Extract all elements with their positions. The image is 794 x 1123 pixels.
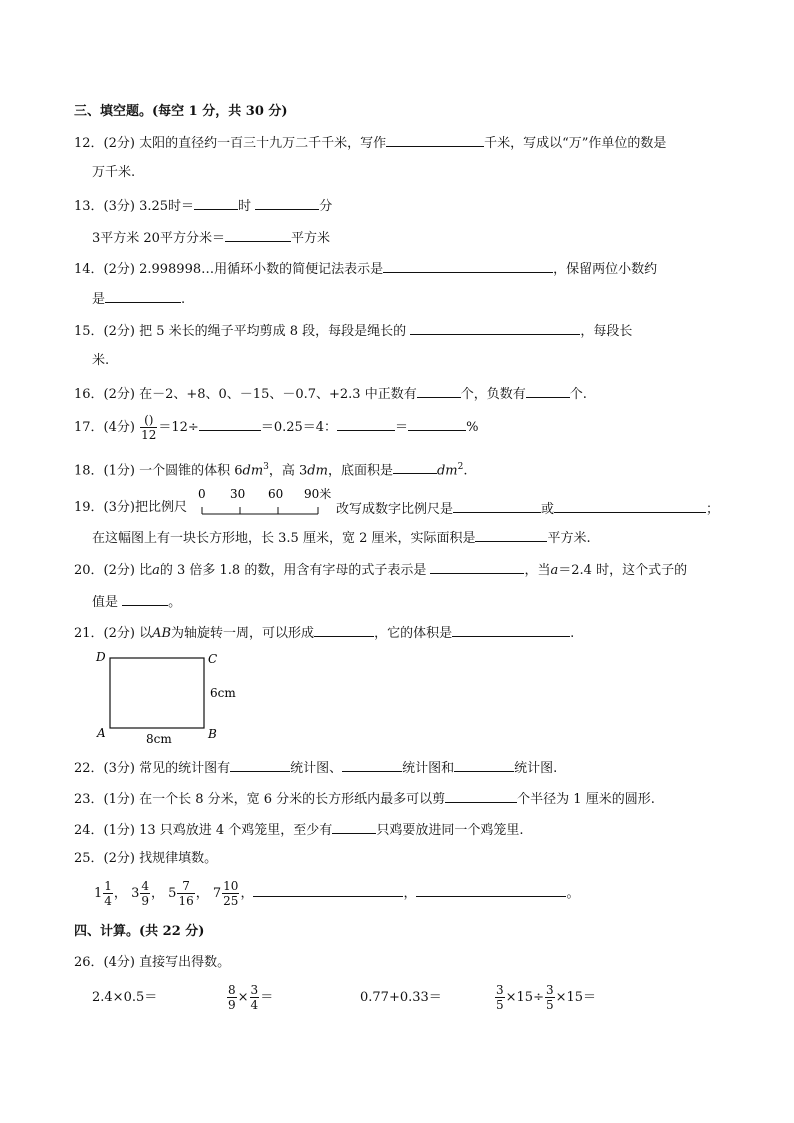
scale-label-30: 30 bbox=[230, 487, 246, 501]
q13-text-d: 3平方米 20平方分米＝ bbox=[92, 231, 225, 246]
vertex-c: C bbox=[208, 652, 218, 666]
q26-e4-den-1: 5 bbox=[496, 998, 504, 1012]
q14-text-c: 是 bbox=[92, 292, 106, 307]
q25-term-1-den: 4 bbox=[104, 894, 112, 908]
vertex-a: A bbox=[97, 726, 106, 740]
q16-blank-2[interactable] bbox=[526, 385, 570, 398]
q17-text-b: ＝12÷ bbox=[158, 420, 199, 435]
question-15-line-2 bbox=[92, 353, 109, 369]
q19-blank-2[interactable] bbox=[554, 500, 706, 513]
rectangle-figure bbox=[92, 646, 252, 750]
q14-text-a: 14．(2分) 2.998998…用循环小数的简便记法表示是 bbox=[74, 262, 384, 277]
q19-text-f: 平方米. bbox=[547, 531, 591, 546]
q18-unit-1: dm bbox=[242, 463, 264, 479]
q26-expr-1: 2.4×0.5＝ bbox=[92, 990, 158, 1005]
q17-numerator[interactable]: () bbox=[140, 413, 157, 428]
question-20-line-2 bbox=[92, 593, 181, 611]
q18-text-c: ，底面积是 bbox=[327, 463, 393, 479]
q15-text-a: 15．(2分) 把 5 米长的绳子平均剪成 8 段，每段是绳长的 bbox=[74, 324, 407, 339]
q20-var: a bbox=[152, 563, 160, 578]
q26-e2-eq: ＝ bbox=[260, 990, 274, 1005]
q15-text-c: 米. bbox=[92, 353, 110, 368]
q21-text-d: . bbox=[570, 626, 575, 641]
q17-denominator: 12 bbox=[141, 428, 157, 442]
q18-unit-2: dm bbox=[307, 463, 328, 479]
question-20-line-1 bbox=[74, 561, 687, 579]
q25-sep: ， bbox=[240, 886, 254, 901]
q21-text-c: ，它的体积是 bbox=[374, 626, 453, 641]
q19-text-a: 19．(3分)把比例尺 bbox=[74, 500, 187, 515]
q19-text-b: 改写成数字比例尺是 bbox=[336, 502, 454, 517]
q26-e2-num-2: 3 bbox=[250, 983, 259, 997]
q23-blank-1[interactable] bbox=[445, 790, 517, 803]
q25-term-4-num: 10 bbox=[223, 879, 239, 893]
q12-text-a: 12．(2分) 太阳的直径约一百三十九万二千千米，写作 bbox=[74, 136, 387, 151]
q25-term-1-whole: 1 bbox=[94, 886, 103, 901]
q19-text-d: ； bbox=[706, 502, 720, 517]
q25-term-3 bbox=[168, 879, 196, 908]
q20-blank-2[interactable] bbox=[122, 593, 168, 606]
q17-fraction bbox=[140, 413, 157, 442]
q13-text-e: 平方米 bbox=[290, 231, 330, 246]
scale-label-0: 0 bbox=[198, 487, 206, 501]
q13-blank-2[interactable] bbox=[255, 197, 319, 210]
q23-text-a: 23．(1分) 在一个长 8 分米，宽 6 分米的长方形纸内最多可以剪 bbox=[74, 792, 446, 807]
height-label: 6cm bbox=[210, 686, 236, 700]
q25-term-2-den: 9 bbox=[141, 894, 149, 908]
q20-text-a: 20．(2分) 比 bbox=[74, 563, 153, 578]
q25-blank-2[interactable] bbox=[416, 884, 566, 897]
question-23 bbox=[74, 790, 655, 808]
question-24 bbox=[74, 821, 523, 839]
q25-sep: ， bbox=[151, 886, 165, 901]
question-12-line-1 bbox=[74, 134, 666, 152]
q16-text-c: 个. bbox=[569, 387, 587, 402]
q21-blank-2[interactable] bbox=[452, 624, 570, 637]
q16-text-a: 16．(2分) 在－2、+8、0、－15、－0.7、+2.3 中正数有 bbox=[74, 387, 417, 402]
q14-text-b: ，保留两位小数约 bbox=[553, 262, 658, 277]
q19-blank-1[interactable] bbox=[453, 500, 541, 513]
q14-blank-1[interactable] bbox=[383, 260, 553, 273]
question-19-line-1b bbox=[336, 500, 719, 518]
question-22 bbox=[74, 759, 557, 777]
q26-expr-4 bbox=[494, 980, 596, 1016]
q17-text-d: ＝ bbox=[395, 420, 409, 435]
q26-e2-den-1: 9 bbox=[228, 998, 236, 1012]
q26-e4-op-1: ×15÷ bbox=[505, 990, 544, 1005]
q13-text-a: 13．(3分) 3.25时＝ bbox=[74, 199, 195, 214]
q14-blank-2[interactable] bbox=[105, 290, 181, 303]
q25-blank-1[interactable] bbox=[253, 884, 403, 897]
scale-bar bbox=[196, 486, 336, 518]
q17-blank-3[interactable] bbox=[408, 418, 466, 431]
q19-blank-3[interactable] bbox=[475, 529, 547, 542]
question-25 bbox=[74, 851, 217, 867]
q12-text-b: 千米，写成以“万”作单位的数是 bbox=[484, 136, 667, 151]
q25-sep: ， bbox=[113, 886, 127, 901]
q17-text-c: ＝0.25＝4： bbox=[260, 420, 338, 435]
q19-text-e: 在这幅图上有一块长方形地，长 3.5 厘米，宽 2 厘米，实际面积是 bbox=[92, 531, 476, 546]
question-14-line-1 bbox=[74, 260, 657, 278]
q12-blank-1[interactable] bbox=[386, 134, 484, 147]
scale-label-90: 90米 bbox=[304, 487, 332, 501]
q22-text-c: 统计图和 bbox=[402, 761, 455, 776]
q17-blank-2[interactable] bbox=[337, 418, 395, 431]
q25-end: 。 bbox=[566, 886, 580, 901]
q22-text-d: 统计图. bbox=[514, 761, 558, 776]
q17-text-e: % bbox=[466, 420, 479, 435]
q26-e4-den-2: 5 bbox=[545, 998, 554, 1012]
q26-expr-2 bbox=[226, 980, 273, 1016]
q18-text-d: . bbox=[463, 463, 468, 479]
q25-term-2 bbox=[131, 879, 151, 908]
q21-text-b: 为轴旋转一周，可以形成 bbox=[171, 626, 315, 641]
q18-unit-3: dm bbox=[436, 463, 458, 479]
q18-power-3: 2 bbox=[457, 462, 464, 472]
q22-blank-3[interactable] bbox=[454, 759, 514, 772]
q18-power-1: 3 bbox=[263, 462, 269, 472]
q20-text-b: 的 3 倍多 1.8 的数，用含有字母的式子表示是 bbox=[159, 563, 427, 578]
question-13-line-1 bbox=[74, 197, 332, 215]
question-15-line-1 bbox=[74, 322, 632, 340]
question-14-line-2 bbox=[92, 290, 185, 308]
q22-text-a: 22．(3分) 常见的统计图有 bbox=[74, 761, 231, 776]
question-12-line-2 bbox=[92, 164, 135, 181]
q25-term-3-whole: 5 bbox=[168, 886, 177, 901]
q20-blank-1[interactable] bbox=[430, 561, 524, 574]
q25-term-3-num: 7 bbox=[177, 879, 194, 894]
q24-blank-1[interactable] bbox=[332, 821, 376, 834]
q21-axis: AB bbox=[152, 626, 172, 641]
q22-blank-2[interactable] bbox=[342, 759, 402, 772]
q26-e4-num-2: 3 bbox=[545, 983, 554, 997]
q25-sep: ， bbox=[403, 886, 417, 901]
q25-term-4-den: 25 bbox=[223, 894, 239, 908]
q20-var-2: a bbox=[550, 563, 559, 578]
q26-e2-num-1: 8 bbox=[228, 983, 236, 997]
q20-text-f: 。 bbox=[168, 595, 182, 610]
q25-term-1 bbox=[94, 879, 114, 908]
question-13-line-2 bbox=[92, 229, 330, 247]
q25-term-2-num: 4 bbox=[141, 879, 149, 893]
width-label: 8cm bbox=[146, 732, 172, 746]
q15-text-b: ，每段长 bbox=[580, 324, 633, 339]
vertex-d: D bbox=[96, 650, 106, 664]
vertex-b: B bbox=[208, 727, 217, 741]
rectangle-abcd bbox=[110, 658, 204, 728]
question-19-line-1 bbox=[74, 500, 187, 516]
question-25-sequence bbox=[94, 876, 579, 912]
q21-text-a: 21．(2分) 以 bbox=[74, 626, 153, 641]
question-18 bbox=[74, 459, 468, 479]
q25-term-4-whole: 7 bbox=[212, 886, 222, 901]
q20-text-c: ，当 bbox=[524, 563, 551, 578]
q22-text-b: 统计图、 bbox=[290, 761, 343, 776]
q26-e4-op-2: ×15＝ bbox=[555, 990, 597, 1005]
q22-blank-1[interactable] bbox=[230, 759, 290, 772]
q25-term-1-num: 1 bbox=[104, 879, 112, 893]
q18-blank-1[interactable] bbox=[393, 461, 437, 474]
q23-text-b: 个半径为 1 厘米的圆形. bbox=[517, 792, 655, 807]
q18-text-b: ，高 3 bbox=[268, 463, 308, 479]
q25-term-3-den: 16 bbox=[178, 894, 194, 908]
q26-expr-3: 0.77+0.33＝ bbox=[360, 990, 442, 1005]
question-19-line-2 bbox=[92, 529, 591, 547]
section-3-title: 三、填空题。(每空 1 分，共 30 分) bbox=[74, 104, 288, 119]
q20-text-d: ＝2.4 时，这个式子的 bbox=[558, 563, 688, 578]
question-17 bbox=[74, 410, 478, 446]
q12-text-c: 万千米. bbox=[92, 165, 136, 180]
q26-text-a: 26．(4分) 直接写出得数。 bbox=[74, 955, 231, 970]
q13-blank-1[interactable] bbox=[194, 197, 238, 210]
q26-e2-den-2: 4 bbox=[250, 998, 259, 1012]
q15-blank-1[interactable] bbox=[410, 322, 580, 335]
q20-text-e: 值是 bbox=[92, 595, 119, 610]
question-21 bbox=[74, 624, 574, 642]
question-16 bbox=[74, 385, 587, 403]
q19-text-c: 或 bbox=[541, 502, 555, 517]
q16-blank-1[interactable] bbox=[417, 385, 461, 398]
q26-e2-op: × bbox=[237, 990, 249, 1005]
q17-blank-1[interactable] bbox=[199, 418, 261, 431]
q26-e4-num-1: 3 bbox=[496, 983, 504, 997]
q17-text-a: 17．(4分) bbox=[74, 420, 135, 435]
q25-text-a: 25．(2分) 找规律填数。 bbox=[74, 851, 218, 866]
q16-text-b: 个，负数有 bbox=[460, 387, 526, 402]
q25-term-4 bbox=[212, 879, 241, 908]
section-4-title: 四、计算。(共 22 分) bbox=[74, 924, 205, 939]
q24-text-b: 只鸡要放进同一个鸡笼里. bbox=[376, 823, 524, 838]
q13-text-b: 时 bbox=[238, 199, 252, 214]
q21-blank-1[interactable] bbox=[314, 624, 374, 637]
q13-text-c: 分 bbox=[319, 199, 333, 214]
q24-text-a: 24．(1分) 13 只鸡放进 4 个鸡笼里，至少有 bbox=[74, 823, 333, 838]
question-26 bbox=[74, 955, 230, 971]
q25-sep: ， bbox=[195, 886, 209, 901]
q25-term-2-whole: 3 bbox=[131, 886, 140, 901]
q14-text-d: . bbox=[181, 292, 186, 307]
q13-blank-3[interactable] bbox=[225, 229, 291, 242]
scale-label-60: 60 bbox=[268, 487, 284, 501]
q18-text-a: 18．(1分) 一个圆锥的体积 6 bbox=[74, 463, 243, 479]
